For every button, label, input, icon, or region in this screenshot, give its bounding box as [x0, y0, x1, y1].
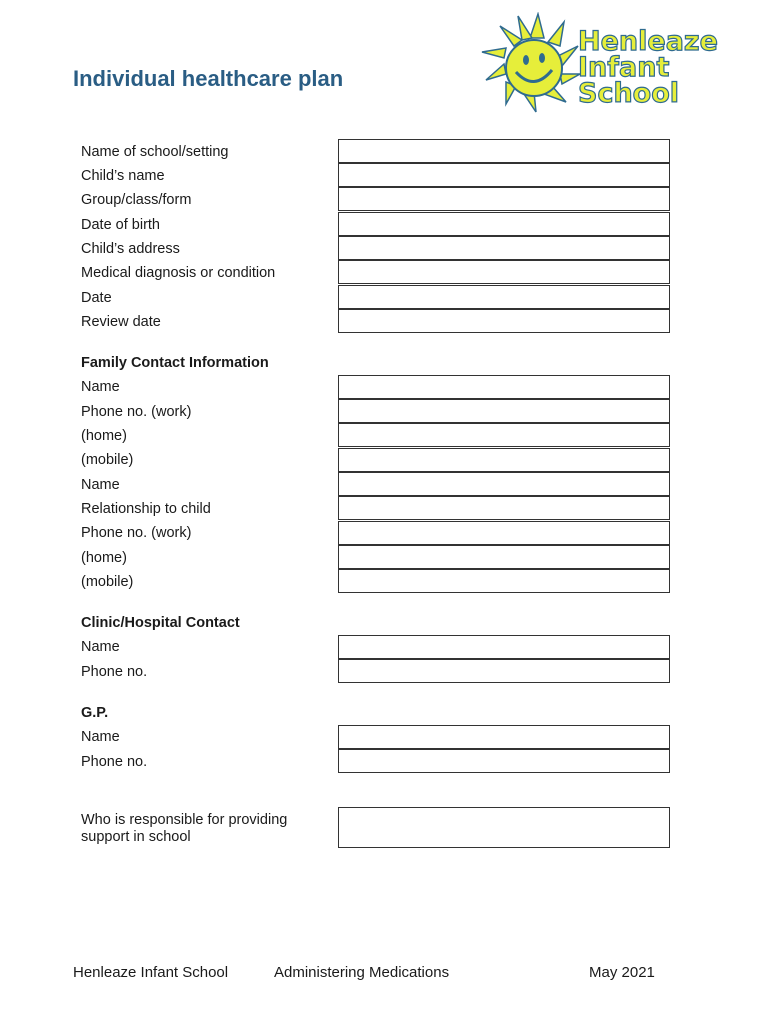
footer-school: Henleaze Infant School	[73, 964, 229, 981]
family-phone-mobile-1-input[interactable]	[338, 448, 670, 472]
child-address-input[interactable]	[338, 236, 670, 260]
diagnosis-input[interactable]	[338, 260, 670, 284]
field-label: Name	[81, 729, 120, 745]
field-label: Name	[81, 477, 120, 493]
date-input[interactable]	[338, 285, 670, 309]
field-label: Review date	[81, 314, 161, 330]
family-phone-home-2-input[interactable]	[338, 545, 670, 569]
date-of-birth-input[interactable]	[338, 212, 670, 236]
field-label: Phone no.	[81, 754, 148, 770]
field-label: (mobile)	[81, 574, 134, 590]
responsible-input[interactable]	[338, 807, 670, 848]
clinic-name-input[interactable]	[338, 635, 670, 659]
review-date-input[interactable]	[338, 309, 670, 333]
page-title: Individual healthcare plan	[73, 66, 344, 91]
family-phone-mobile-2-input[interactable]	[338, 569, 670, 593]
field-label: Relationship to child	[81, 501, 211, 517]
field-label: Who is responsible for providing	[81, 812, 288, 828]
footer-date: May 2021	[589, 964, 655, 981]
footer-document: Administering Medications	[274, 964, 450, 981]
school-logo	[478, 12, 750, 114]
field-label: support in school	[81, 829, 191, 845]
field-label: Phone no.	[81, 664, 148, 680]
clinic-phone-input[interactable]	[338, 659, 670, 683]
field-label: Date of birth	[81, 217, 160, 233]
gp-phone-input[interactable]	[338, 749, 670, 773]
family-phone-home-1-input[interactable]	[338, 423, 670, 447]
field-label: (home)	[81, 428, 127, 444]
child-name-input[interactable]	[338, 163, 670, 187]
logo-text-line2: Infant	[578, 52, 670, 83]
section-heading: G.P.	[81, 705, 109, 721]
sun-icon	[482, 14, 580, 112]
gp-name-input[interactable]	[338, 725, 670, 749]
field-label: (home)	[81, 550, 127, 566]
relationship-input[interactable]	[338, 496, 670, 520]
school-setting-input[interactable]	[338, 139, 670, 163]
section-heading: Clinic/Hospital Contact	[81, 615, 240, 631]
group-class-input[interactable]	[338, 187, 670, 211]
section-heading: Family Contact Information	[81, 355, 269, 371]
family-name-2-input[interactable]	[338, 472, 670, 496]
field-label: Name	[81, 639, 120, 655]
field-label: Child’s name	[81, 168, 165, 184]
family-name-1-input[interactable]	[338, 375, 670, 399]
field-label: Date	[81, 290, 112, 306]
family-phone-work-1-input[interactable]	[338, 399, 670, 423]
field-label: (mobile)	[81, 452, 134, 468]
field-label: Phone no. (work)	[81, 404, 192, 420]
logo-text-line3: School	[578, 78, 680, 109]
family-phone-work-2-input[interactable]	[338, 521, 670, 545]
field-label: Medical diagnosis or condition	[81, 265, 276, 281]
field-label: Name	[81, 379, 120, 395]
field-label: Name of school/setting	[81, 144, 229, 160]
field-label: Phone no. (work)	[81, 525, 192, 541]
field-label: Group/class/form	[81, 192, 192, 208]
field-label: Child’s address	[81, 241, 180, 257]
logo-text-line1: Henleaze	[578, 26, 718, 57]
